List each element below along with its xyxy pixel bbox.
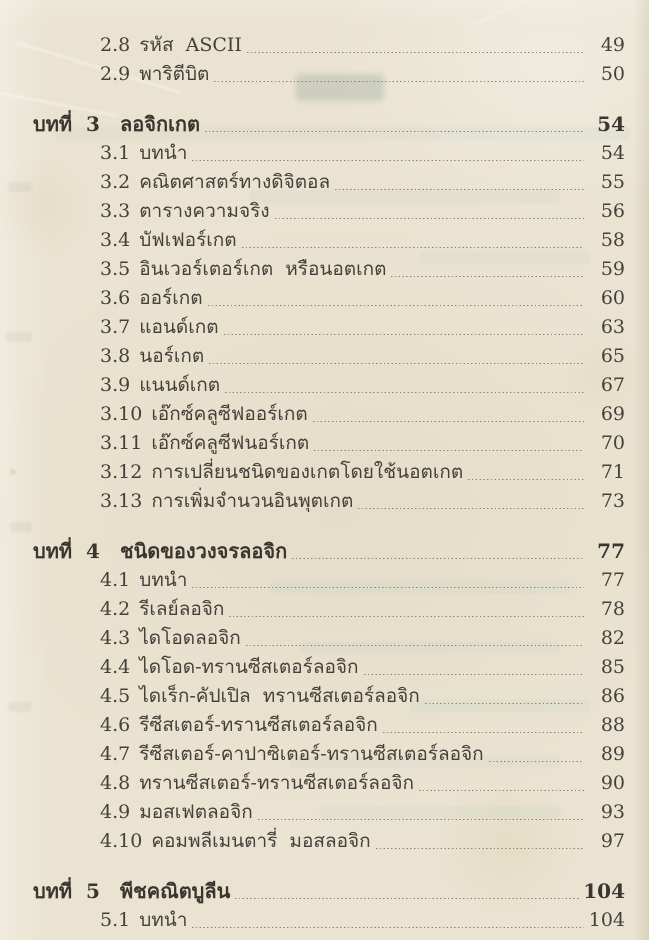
toc-list (0, 30, 625, 934)
toc-row (0, 138, 625, 167)
entry-number: บทที่ 4 (33, 539, 100, 563)
page-number: 49 (600, 34, 625, 56)
page-number: 104 (583, 879, 625, 903)
toc-row (0, 710, 625, 739)
entry-number: 3.3 (100, 200, 131, 222)
dot-leader (376, 847, 584, 849)
page-number: 65 (600, 345, 625, 367)
entry-number: บทที่ 3 (33, 112, 100, 136)
toc-row (0, 486, 625, 515)
dot-leader (391, 275, 584, 277)
page-number: 58 (600, 229, 625, 251)
toc-row (0, 826, 625, 855)
dot-leader (335, 188, 584, 190)
entry-title: เอ๊กซ์คลูซีฟนอร์เกต (151, 432, 310, 454)
entry-number: 4.3 (100, 627, 131, 649)
entry-title: ออร์เกต (139, 287, 203, 309)
entry-number: 4.8 (100, 772, 131, 794)
entry-title: ลอจิกเกต (120, 112, 201, 136)
dot-leader (224, 333, 584, 335)
page-number: 104 (588, 909, 625, 931)
page-number: 73 (600, 490, 625, 512)
entry-number: 3.6 (100, 287, 131, 309)
dot-leader (468, 478, 584, 480)
page-number: 77 (597, 539, 625, 563)
entry-number: 2.9 (100, 63, 131, 85)
dot-leader (258, 818, 584, 820)
dot-leader (419, 789, 584, 791)
entry-title: คณิตศาสตร์ทางดิจิตอล (139, 171, 331, 193)
toc-row (0, 875, 625, 905)
entry-number: 4.2 (100, 598, 131, 620)
toc-row (0, 108, 625, 138)
entry-number: 2.8 (100, 34, 131, 56)
toc-row (0, 370, 625, 399)
entry-title: นอร์เกต (139, 345, 205, 367)
dot-leader (383, 731, 584, 733)
entry-title: รหัส ASCII (139, 34, 242, 56)
dot-leader (229, 615, 584, 617)
entry-title: อินเวอร์เตอร์เกต หรือนอตเกต (139, 258, 387, 280)
entry-title: ชนิดของวงจรลอจิก (120, 539, 288, 563)
dot-leader (192, 586, 584, 588)
dot-leader (313, 420, 584, 422)
entry-number: 3.7 (100, 316, 131, 338)
toc-row (0, 341, 625, 370)
toc-row (0, 59, 625, 88)
entry-title: ตารางความจริง (139, 200, 270, 222)
page-number: 54 (600, 142, 625, 164)
entry-number: 3.8 (100, 345, 131, 367)
toc-row (0, 30, 625, 59)
entry-title: รีซีสเตอร์-คาปาซิเตอร์-ทรานซีสเตอร์ลอจิก (139, 743, 484, 765)
page-number: 54 (597, 112, 625, 136)
entry-title: มอสเฟตลอจิก (139, 801, 253, 823)
entry-title: พีชคณิตบูลีน (120, 879, 231, 903)
toc-row (0, 254, 625, 283)
entry-title: การเปลี่ยนชนิดของเกตโดยใช้นอตเกต (151, 461, 464, 483)
toc-row (0, 399, 625, 428)
dot-leader (235, 897, 580, 899)
entry-number: 4.5 (100, 685, 131, 707)
page-number: 70 (600, 432, 625, 454)
toc-row (0, 428, 625, 457)
toc-row (0, 283, 625, 312)
dot-leader (292, 557, 584, 559)
toc-row (0, 457, 625, 486)
entry-number: 4.7 (100, 743, 131, 765)
page-number: 82 (600, 627, 625, 649)
entry-number: 4.4 (100, 656, 131, 678)
entry-title: เอ๊กซ์คลูซีฟออร์เกต (151, 403, 308, 425)
page-number: 50 (600, 63, 625, 85)
entry-number: 4.6 (100, 714, 131, 736)
page-number: 69 (600, 403, 625, 425)
dot-leader (247, 51, 584, 53)
entry-title: พาริตีบิต (139, 63, 210, 85)
dot-leader (242, 246, 584, 248)
entry-number: 3.10 (100, 403, 143, 425)
entry-number: 3.11 (100, 432, 143, 454)
entry-number: 3.13 (100, 490, 143, 512)
page-number: 63 (600, 316, 625, 338)
toc-row (0, 225, 625, 254)
page-number: 97 (600, 830, 625, 852)
entry-number: บทที่ 5 (33, 879, 100, 903)
dot-leader (214, 80, 584, 82)
entry-title: ไดเร็ก-คัปเปิล ทรานซีสเตอร์ลอจิก (139, 685, 420, 707)
entry-title: บทนำ (139, 909, 188, 931)
page-number: 85 (600, 656, 625, 678)
dot-leader (489, 760, 584, 762)
dot-leader (358, 507, 584, 509)
entry-title: บทนำ (139, 569, 188, 591)
entry-number: 3.12 (100, 461, 143, 483)
page-number: 60 (600, 287, 625, 309)
entry-number: 4.10 (100, 830, 143, 852)
dot-leader (425, 702, 584, 704)
page-number: 90 (600, 772, 625, 794)
dot-leader (208, 304, 584, 306)
toc-row (0, 905, 625, 934)
entry-number: 4.1 (100, 569, 131, 591)
toc-row (0, 652, 625, 681)
page-number: 55 (600, 171, 625, 193)
entry-title: ทรานซีสเตอร์-ทรานซีสเตอร์ลอจิก (139, 772, 414, 794)
dot-leader (314, 449, 584, 451)
page-number: 59 (600, 258, 625, 280)
dot-leader (225, 391, 584, 393)
dot-leader (275, 217, 584, 219)
toc-row (0, 768, 625, 797)
dot-leader (205, 130, 584, 132)
entry-title: คอมพลีเมนตารี่ มอสลอจิก (151, 830, 371, 852)
dot-leader (192, 926, 584, 928)
entry-title: แนนด์เกต (139, 374, 221, 396)
page-number: 77 (600, 569, 625, 591)
page-number: 67 (600, 374, 625, 396)
entry-number: 3.4 (100, 229, 131, 251)
toc-row (0, 739, 625, 768)
entry-title: รีเลย์ลอจิก (139, 598, 225, 620)
entry-number: 3.5 (100, 258, 131, 280)
toc-row (0, 797, 625, 826)
entry-title: บัฟเฟอร์เกต (139, 229, 237, 251)
dot-leader (246, 644, 584, 646)
page-number: 86 (600, 685, 625, 707)
entry-number: 3.2 (100, 171, 131, 193)
toc-row (0, 681, 625, 710)
dot-leader (209, 362, 584, 364)
page-number: 56 (600, 200, 625, 222)
toc-row (0, 167, 625, 196)
toc-row (0, 623, 625, 652)
entry-number: 5.1 (100, 909, 131, 931)
dot-leader (192, 159, 584, 161)
scan-streak (468, 0, 638, 28)
toc-row (0, 196, 625, 225)
toc-row (0, 594, 625, 623)
entry-title: แอนด์เกต (139, 316, 219, 338)
entry-title: ไดโอด-ทรานซีสเตอร์ลอจิก (139, 656, 359, 678)
page-number: 89 (600, 743, 625, 765)
entry-number: 3.9 (100, 374, 131, 396)
page-number: 93 (600, 801, 625, 823)
toc-row (0, 535, 625, 565)
toc-row (0, 565, 625, 594)
entry-number: 4.9 (100, 801, 131, 823)
entry-number: 3.1 (100, 142, 131, 164)
entry-title: การเพิ่มจำนวนอินพุตเกต (151, 490, 354, 512)
page-number: 88 (600, 714, 625, 736)
entry-title: รีซีสเตอร์-ทรานซีสเตอร์ลอจิก (139, 714, 378, 736)
entry-title: ไดโอดลอจิก (139, 627, 241, 649)
toc-row (0, 312, 625, 341)
page-number: 78 (600, 598, 625, 620)
dot-leader (364, 673, 584, 675)
entry-title: บทนำ (139, 142, 188, 164)
page-number: 71 (600, 461, 625, 483)
